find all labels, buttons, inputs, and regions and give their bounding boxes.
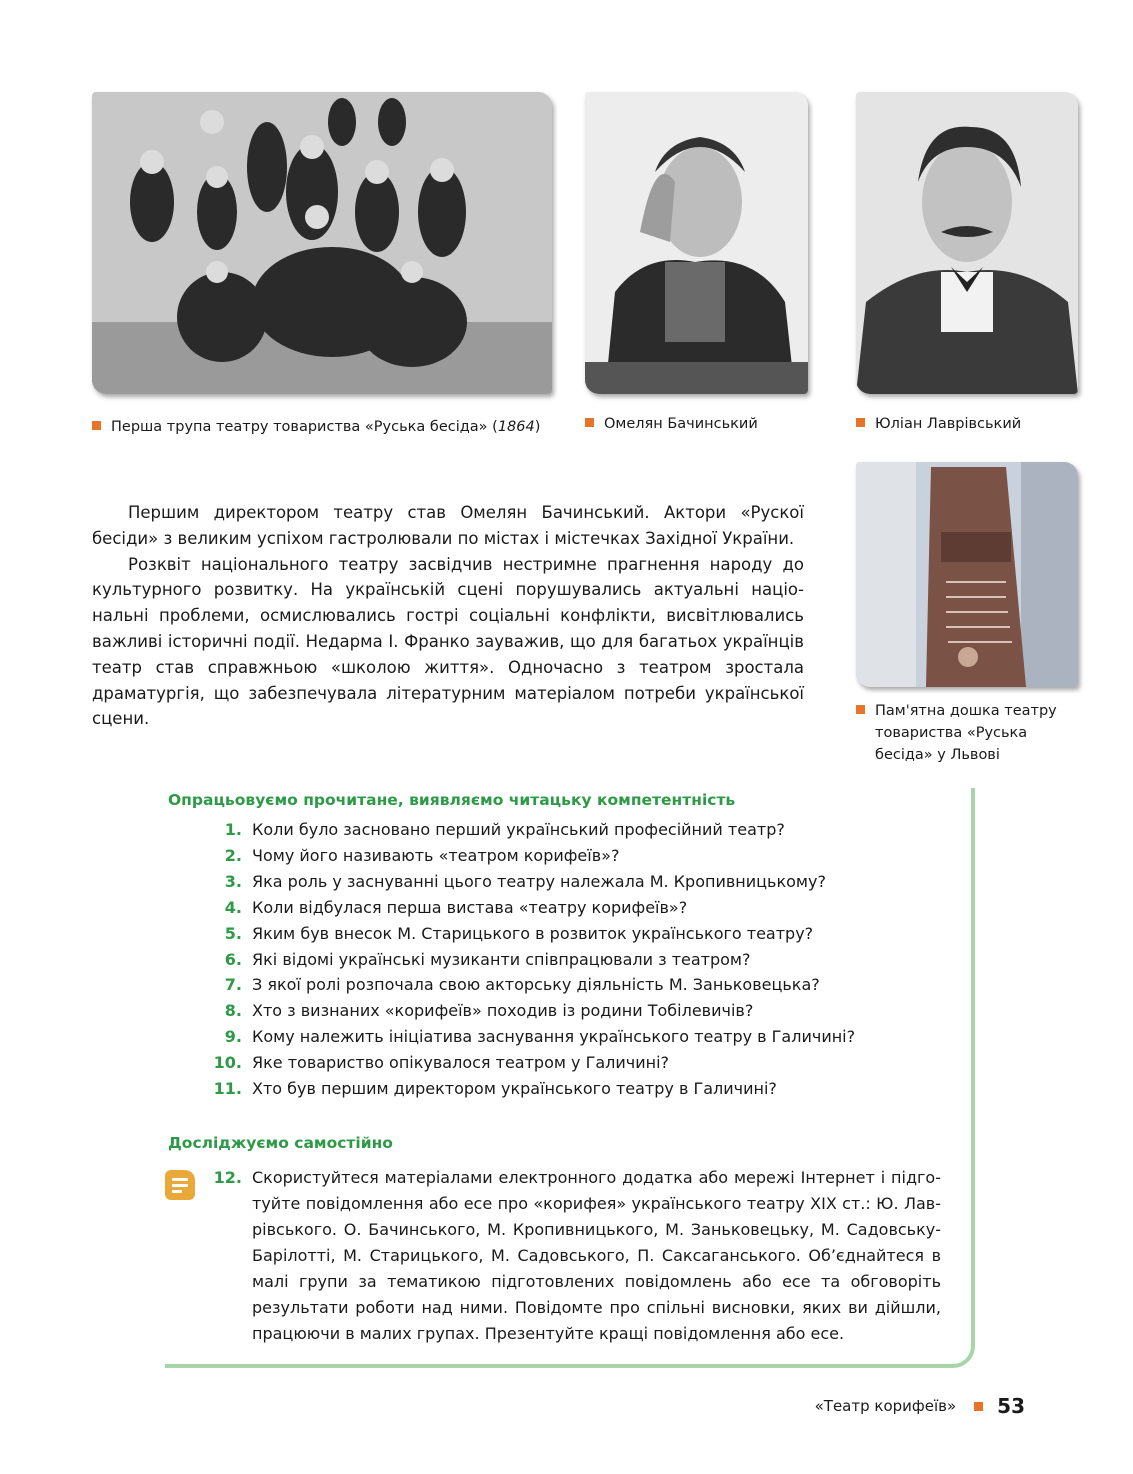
question-text: Кому належить ініціатива заснування українського театру в Галичині? — [252, 1027, 856, 1047]
footer-bullet — [974, 1402, 983, 1411]
task-number: 12. — [213, 1168, 242, 1187]
page-footer — [815, 1394, 1025, 1418]
footer-title: «Театр корифеїв» — [814, 1397, 957, 1415]
page-number: 53 — [997, 1394, 1025, 1418]
question-text: Яка роль у заснуванні цього театру належала М. Кропивницькому? — [252, 871, 826, 891]
question-number: 1. — [224, 820, 242, 839]
question-number: 2. — [224, 845, 242, 865]
question-text: З якої ролі розпочала свою акторську діяльність М. Заньковецька? — [252, 975, 820, 995]
question-number: 6. — [224, 949, 242, 969]
caption-bullet — [856, 418, 865, 427]
task-text: Скористуйтеся матеріалами електронного додатка або мережі Інтернет і підготуйте повідомлення або есе про «корифея» українського театру XIX ст.: Ю. Лаврівського. О. Бачинського, М. Кропивницького, М. Заньковецьку, М. Садовську-Барілотті, М. Старицького, М. Садовського, П. Саксаганського. Об’єднайтеся в малі групи за тематикою підготовлених повідомлень або есе та обговоріть результати роботи над ними. Повідомте про спільні висновки, яких ви дійшли, працюючи в малих групах. Презентуйте кращі повідомлення або есе. — [252, 1168, 941, 1343]
caption-plaque: Пам'ятна дошка театру товариства «Руська бесіда» у Львові — [856, 700, 1057, 766]
paragraph-1: Першим директором театру став Омелян Бачинський. Актори «Рускої бесіди» з великим успіхом гастролювали по містах і містечках Західної України. — [92, 503, 804, 548]
question-text: Яке товариство опікувалося театром у Галичині? — [252, 1053, 669, 1073]
question-text: Хто з визнаних «корифеїв» походив із родини Тобілевичів? — [252, 1001, 754, 1021]
photo-troupe — [92, 92, 552, 394]
research-task — [196, 1165, 941, 1347]
question-item — [196, 974, 876, 996]
question-text: Чому його називають «театром корифеїв»? — [252, 845, 620, 865]
question-item — [196, 923, 876, 945]
caption-bullet — [856, 705, 865, 714]
question-number: 11. — [213, 1079, 242, 1098]
question-text: Коли було засновано перший український професійний театр? — [252, 820, 785, 839]
section-heading-research: Досліджуємо самостійно — [168, 1134, 393, 1152]
question-item — [196, 1000, 876, 1022]
question-number: 9. — [224, 1027, 242, 1047]
question-text: Яким був внесок М. Старицького в розвиток українського театру? — [252, 923, 814, 943]
caption-bullet — [585, 418, 594, 427]
caption-troupe: Перша трупа театру товариства «Руська бесіда» (1864) — [92, 416, 540, 438]
question-number: 4. — [224, 897, 242, 917]
question-number: 3. — [224, 871, 242, 891]
section-heading-comprehension: Опрацьовуємо прочитане, виявляємо читацьку компетентність — [168, 791, 736, 809]
question-item — [196, 1078, 876, 1100]
question-number: 8. — [224, 1001, 242, 1021]
question-text: Які відомі українські музиканти співпрацювали з театром? — [252, 949, 751, 969]
question-number: 10. — [213, 1053, 242, 1073]
document-icon — [165, 1170, 195, 1200]
question-item — [196, 845, 876, 867]
question-item — [196, 871, 876, 893]
caption-bullet — [92, 421, 101, 430]
caption-year: 1864 — [497, 419, 535, 435]
paragraph-2: Розквіт національного театру засвідчив нестримне прагнення народу до культурного розвитку. На українській сцені порушувались актуальні національні проблеми, осмислювались гострі соціальні конфлікти, висвітлювались важливі історичні події. Недарма І. Франко зауважив, що для багатьох українців театр став справжньою «школою життя». Одночасно з театром зростала драматургія, що забезпечувала літературним матеріалом потреби української сцени. — [92, 554, 804, 729]
main-text — [92, 500, 804, 732]
caption-lavrivsky: Юліан Лаврівський — [856, 413, 1021, 435]
question-number: 5. — [224, 923, 242, 943]
question-item — [196, 1052, 876, 1074]
photo-lavrivsky — [856, 92, 1078, 394]
question-number: 7. — [224, 975, 242, 995]
question-text: Хто був першим директором українського театру в Галичині? — [252, 1079, 777, 1098]
question-item — [196, 897, 876, 919]
caption-bachynsky: Омелян Бачинський — [585, 413, 758, 435]
question-text: Коли відбулася перша вистава «театру корифеїв»? — [252, 897, 688, 917]
photo-plaque — [856, 462, 1078, 687]
question-item — [196, 949, 876, 971]
question-item — [196, 819, 876, 841]
question-item — [196, 1026, 876, 1048]
photo-bachynsky — [585, 92, 808, 394]
